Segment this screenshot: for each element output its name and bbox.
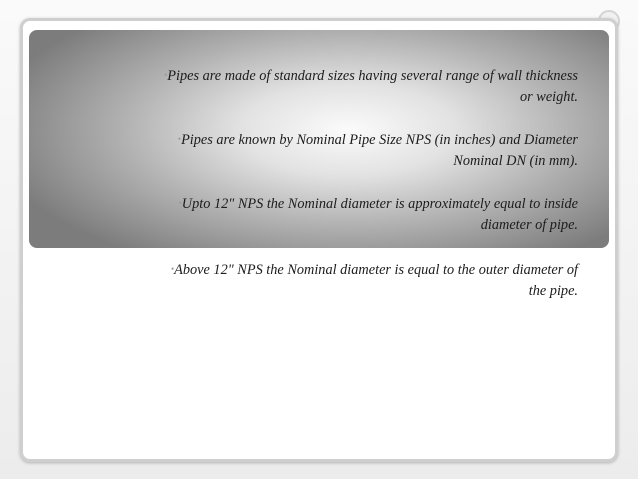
bullet-item-standard-sizes — [58, 65, 578, 108]
bullet-text-line: Upto 12" NPS the Nominal diameter is approximately equal to inside — [181, 196, 578, 212]
bullet-text-line: Above 12" NPS the Nominal diameter is equal to the outer diameter of — [174, 262, 578, 278]
bullet-item-above-12-nps — [58, 259, 578, 302]
bullet-marker: • — [178, 198, 182, 208]
bullet-text-line: Pipes are made of standard sizes having several range of wall thickness — [167, 68, 578, 84]
bullet-text-line: diameter of pipe. — [480, 217, 578, 233]
bullet-marker: • — [177, 134, 182, 144]
bullet-item-upto-12-nps — [78, 193, 578, 236]
bullet-text-line: the pipe. — [528, 283, 578, 299]
bullet-item-nominal-pipe-size — [73, 129, 578, 172]
bullet-marker: • — [170, 264, 175, 274]
bullet-marker: • — [164, 70, 168, 80]
bullet-text-line: or weight. — [520, 89, 578, 105]
bullet-text-line: Nominal DN (in mm). — [453, 153, 578, 169]
bullet-text-line: Pipes are known by Nominal Pipe Size NPS (in inches) and Diameter — [181, 132, 578, 148]
